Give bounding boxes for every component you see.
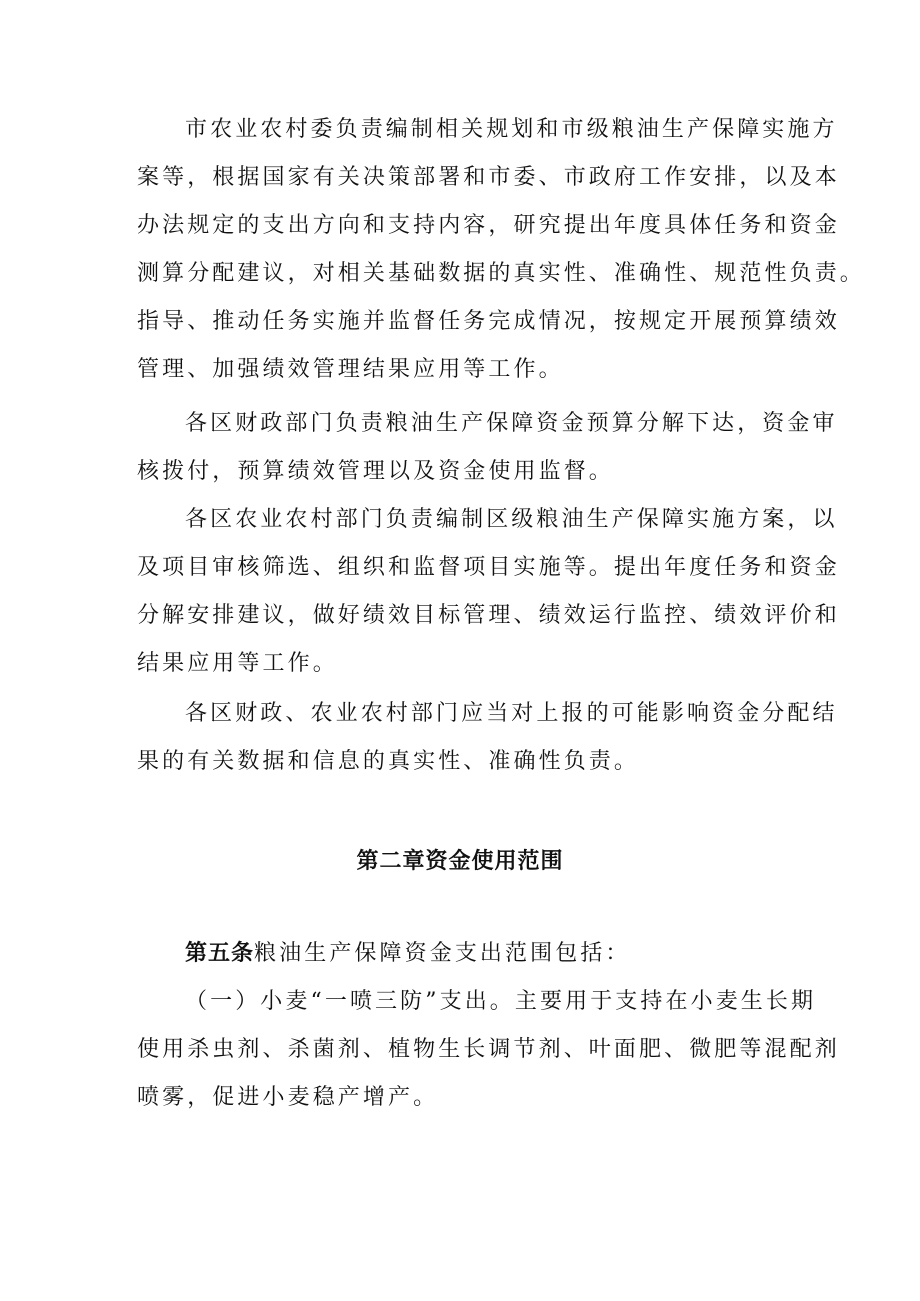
paragraph-planning-duties	[137, 106, 865, 394]
article-text: 粮油生产保障资金支出范围包括：	[254, 941, 631, 966]
paragraph-data-responsibility	[137, 690, 838, 786]
paragraph-agriculture-duties	[137, 496, 840, 688]
article-line	[185, 930, 805, 978]
paragraph-line: 案等，根据国家有关决策部署和市委、市政府工作安排，以及本	[137, 165, 840, 190]
paragraph-line: 各区财政部门负责粮油生产保障资金预算分解下达，资金审	[185, 411, 838, 436]
paragraph-finance-duties	[137, 400, 838, 496]
chapter-heading: 第二章资金使用范围	[356, 849, 564, 874]
item-line: （一）小麦“一喷三防”支出。主要用于支持在小麦生长期	[185, 989, 817, 1014]
paragraph-line: 市农业农村委负责编制相关规划和市级粮油生产保障实施方	[185, 117, 838, 142]
paragraph-line: 及项目审核筛选、组织和监督项目实施等。提出年度任务和资金	[137, 555, 840, 580]
item-one-wheat	[137, 978, 840, 1122]
paragraph-line: 核拨付，预算绩效管理以及资金使用监督。	[137, 459, 614, 484]
paragraph-line: 果的有关数据和信息的真实性、准确性负责。	[137, 749, 640, 774]
article-five	[185, 930, 805, 978]
item-line: 使用杀虫剂、杀菌剂、植物生长调节剂、叶面肥、微肥等混配剂	[137, 1037, 840, 1062]
paragraph-line: 指导、推动任务实施并监督任务完成情况，按规定开展预算绩效	[137, 309, 840, 334]
paragraph-line: 测算分配建议，对相关基础数据的真实性、准确性、规范性负责。	[137, 261, 865, 286]
paragraph-line: 各区农业农村部门负责编制区级粮油生产保障实施方案，以	[185, 507, 838, 532]
paragraph-line: 各区财政、农业农村部门应当对上报的可能影响资金分配结	[185, 701, 838, 726]
item-line: 喷雾，促进小麦稳产增产。	[137, 1085, 439, 1110]
article-label: 第五条	[185, 941, 255, 966]
paragraph-line: 分解安排建议，做好绩效目标管理、绩效运行监控、绩效评价和	[137, 603, 840, 628]
paragraph-line: 办法规定的支出方向和支持内容，研究提出年度具体任务和资金	[137, 213, 840, 238]
paragraph-line: 管理、加强绩效管理结果应用等工作。	[137, 357, 564, 382]
paragraph-line: 结果应用等工作。	[137, 651, 338, 676]
